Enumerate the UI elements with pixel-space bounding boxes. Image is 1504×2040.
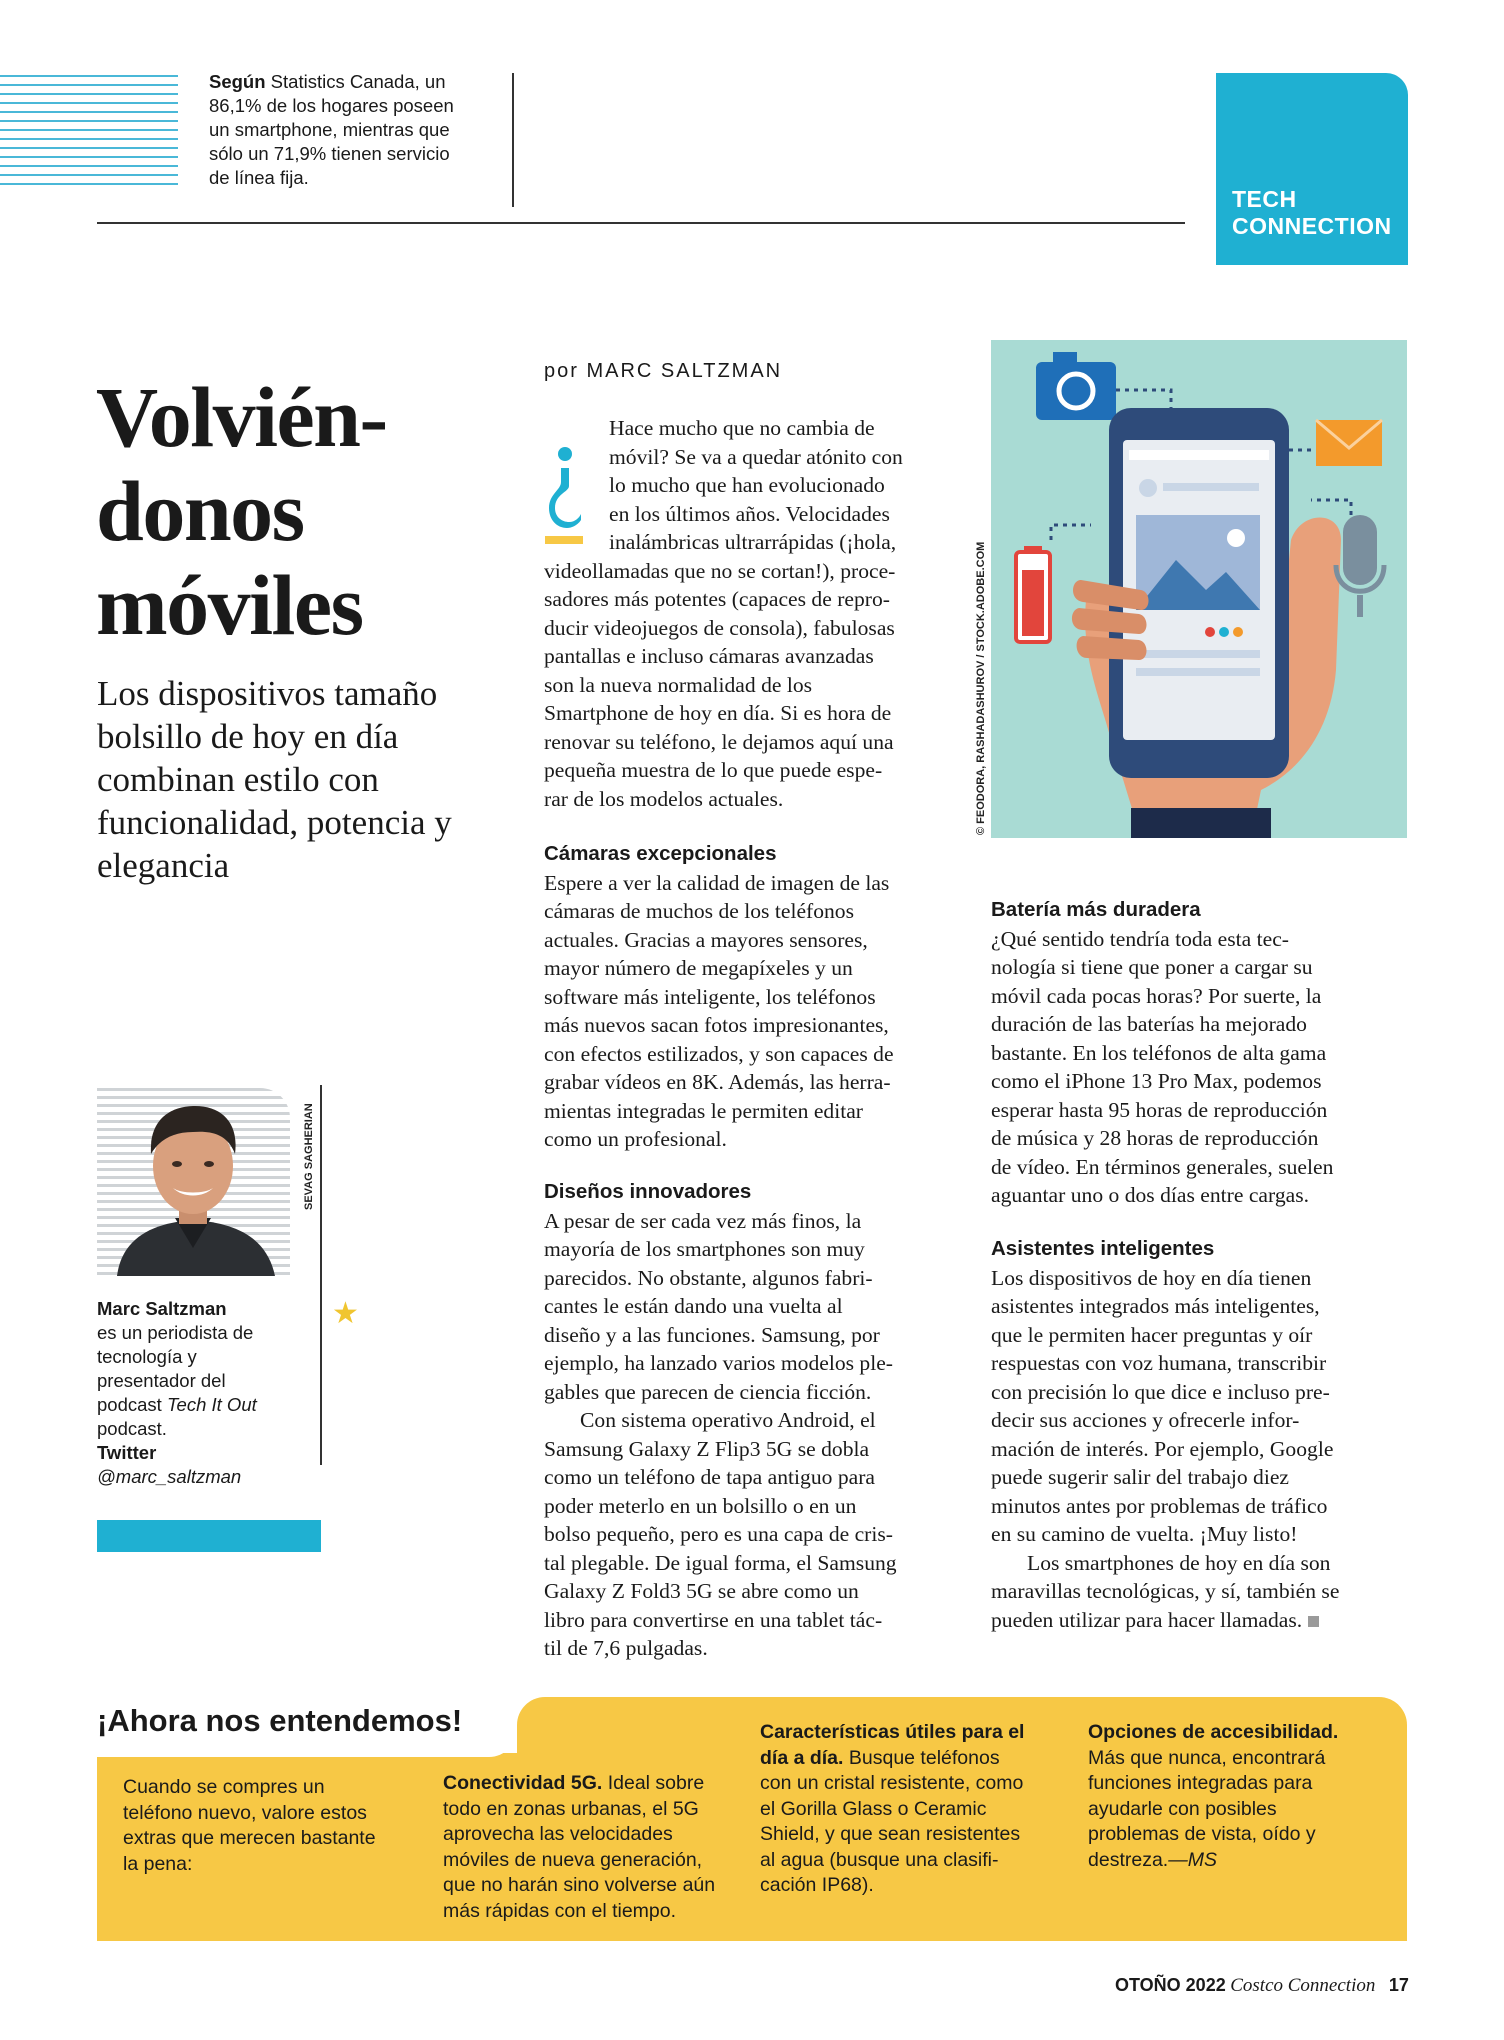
- byline: por MARC SALTZMAN: [544, 360, 783, 382]
- section-battery: Batería más duradera ¿Qué sentido tendría toda esta tec- nología si tiene que poner a cargar su móvil cada pocas horas? Por suerte, la duración de las baterías ha mejorado bastante. En los teléfonos de alta gama como el iPhone 13 Pro Max, podemos esperar hasta 95 horas de reproducción de música y 28 horas de reproducción de vídeo. En términos generales, suelen aguantar uno o dos días entre cargas.: [991, 896, 1407, 1210]
- dropcap-question-icon: [545, 440, 583, 550]
- sidebar-intro: Cuando se compres un teléfono nuevo, valore estos extras que merecen bastante la pena:: [123, 1776, 376, 1875]
- author-bio: Marc Saltzman es un periodista de tecnología y presentador del podcast Tech It Out podcast. Twitter @marc_saltzman: [97, 1297, 317, 1489]
- item-title: Opciones de accesibilidad.: [1088, 1721, 1339, 1743]
- section-tag-label: TECH CONNECTION: [1232, 186, 1392, 239]
- footer-season: OTOÑO 2022: [1115, 1975, 1226, 1995]
- star-icon: ★: [332, 1297, 359, 1330]
- photo-credit: [296, 1090, 320, 1210]
- divider: [97, 222, 1185, 224]
- item-title: Características útiles para el: [760, 1721, 1025, 1743]
- end-mark-icon: [1308, 1616, 1319, 1627]
- accent-bar: [97, 1520, 321, 1552]
- divider: [320, 1085, 322, 1465]
- sidebar-item-accessibility: Opciones de accesibilidad. Más que nunca, encontrará funciones integradas para ayudarle con posibles problemas de vista, oído y destreza.—MS: [1088, 1721, 1339, 1871]
- section-designs: Diseños innovadores A pesar de ser cada vez más finos, la mayoría de los smartphones son muy parecidos. No obstante, algunos fabri- cantes le están dando una vuelta al diseño y a las funciones. Samsung, por ejemplo, ha lanzado varios modelos ple- gables que parecen de ciencia ficción. Con sistema operativo Android, el Samsung Galaxy Z Flip3 5G se dobla como un teléfono de tapa antiguo para poder meterlo en un bolsillo o en un bolso pequeño, pero es una capa de cris- tal plegable. De igual forma, el Samsung Galaxy Z Fold3 5G se abre como un libro para convertirse en una tablet tác- til de 7,6 pulgadas.: [544, 1178, 954, 1663]
- stat-callout: [209, 70, 499, 190]
- article-headline: [96, 370, 496, 652]
- stat-line: sólo un 71,9% tienen servicio: [209, 143, 450, 164]
- headline-line: donos: [96, 463, 304, 559]
- stat-lead: Según: [209, 71, 266, 92]
- subheading: Batería más duradera: [991, 898, 1201, 921]
- section-cameras: Cámaras excepcionales Espere a ver la calidad de imagen de las cámaras de muchos de los teléfonos actuales. Gracias a mayores sensores, mayor número de megapíxeles y un software más inteligente, los teléfonos más nuevos sacan fotos impresionantes, con efectos estilizados, y son capaces de grabar vídeos en 8K. Además, las herra- mientas integradas le permiten editar como un profesional.: [544, 840, 954, 1154]
- intro-paragraph-cont: videollamadas que no se cortan!), proce- sadores más potentes (capaces de repro- ducir videojuegos de consola), fabulosas pantallas e incluso cámaras avanzadas son la nueva normalidad de los Smartphone de hoy en día. Si es hora de renovar su teléfono, le dejamos aquí una pequeña muestra de lo que puede espe- rar de los modelos actuales.: [544, 558, 896, 811]
- headline-line: Volvién-: [96, 369, 387, 465]
- stat-line: un smartphone, mientras que: [209, 119, 450, 140]
- intro-paragraph: Hace mucho que no cambia de móvil? Se va a quedar atónito con lo mucho que han evolucionado en los últimos años. Velocidades inalámbricas ultrarrápidas (¡hola,: [609, 416, 903, 554]
- decorative-stripes: [0, 75, 178, 187]
- divider: [512, 73, 514, 207]
- subheading: Cámaras excepcionales: [544, 842, 777, 865]
- svg-text:© FEODORA, RASHADASHUROV / STO: © FEODORA, RASHADASHUROV / STOCK.ADOBE.COM: [975, 541, 987, 835]
- sidebar-item-features: Características útiles para el día a día. Busque teléfonos con un cristal resistente, como el Gorilla Glass o Ceramic Shield, y que sean resistentes al agua (busque una clasifi- cación IP68).: [760, 1721, 1025, 1896]
- sidebar-item-5g: Conectividad 5G. Ideal sobre todo en zonas urbanas, el 5G aprovecha las velocidades móviles de nueva generación, que no harán sino volverse aún más rápidas con el tiempo.: [443, 1772, 716, 1922]
- author-name: Marc Saltzman: [97, 1298, 227, 1319]
- stat-line: 86,1% de los hogares poseen: [209, 95, 454, 116]
- item-title: Conectividad 5G.: [443, 1772, 603, 1794]
- page-number: 17: [1388, 1975, 1409, 1995]
- article-deck: Los dispositivos tamaño bolsillo de hoy en día combinan estilo con funcionalidad, potencia y elegancia: [97, 674, 452, 885]
- subheading: Asistentes inteligentes: [991, 1237, 1215, 1260]
- sidebar-title: ¡Ahora nos entendemos!: [97, 1703, 463, 1738]
- twitter-handle[interactable]: @marc_saltzman: [97, 1466, 242, 1487]
- subheading: Diseños innovadores: [544, 1180, 752, 1203]
- stat-line: Statistics Canada, un: [265, 71, 446, 92]
- signature: —MS: [1168, 1848, 1217, 1871]
- svg-text:SEVAG SAGHERIAN: SEVAG SAGHERIAN: [303, 1103, 315, 1210]
- twitter-label: Twitter: [97, 1442, 157, 1463]
- footer-magazine: Costco Connection: [1230, 1975, 1376, 1996]
- smartphone-illustration: [991, 340, 1407, 838]
- author-photo: [97, 1088, 290, 1276]
- illustration-credit: [970, 495, 990, 835]
- headline-line: móviles: [96, 557, 363, 653]
- podcast-name: Tech It Out: [166, 1394, 257, 1415]
- page-footer: [1115, 1975, 1409, 1997]
- section-assistants: Asistentes inteligentes Los dispositivos de hoy en día tienen asistentes integrados más inteligentes, que le permiten hacer preguntas y oír respuestas con voz humana, transcribir con precisión lo que dice e incluso pre- decir sus acciones y ofrecerle infor- mación de interés. Por ejemplo, Google puede sugerir salir del trabajo diez minutos antes por problemas de tráfico en su camino de vuelta. ¡Muy listo! Los smartphones de hoy en día son maravillas tecnológicas, y sí, también se pueden utilizar para hacer llamadas.: [991, 1235, 1407, 1634]
- stat-line: de línea fija.: [209, 167, 309, 188]
